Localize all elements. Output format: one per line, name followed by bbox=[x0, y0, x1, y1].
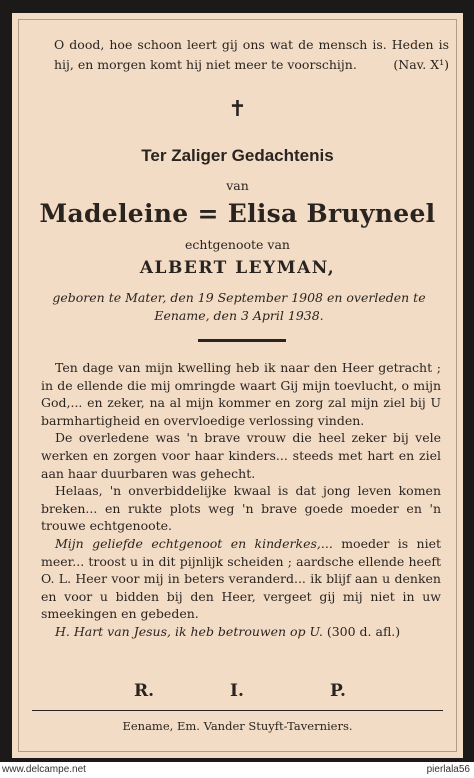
birth-death-dates: geboren te Mater, den 19 September 1908 en overleden te Eename, den 3 April 1938. bbox=[52, 290, 426, 323]
deceased-name: Madeleine = Elisa Bruyneel bbox=[39, 199, 436, 228]
opening-verse bbox=[54, 35, 449, 75]
verse-text: O dood, hoe schoon leert gij ons wat de mensch is. Heden is hij, en morgen komt hij niet meer te voorschijn. bbox=[54, 37, 449, 72]
printer-divider bbox=[32, 710, 443, 711]
paragraph-prayer: Ten dage van mijn kwelling heb ik naar den Heer getracht ; in de ellende die mij omringde waart Gij mijn toevlucht, o mijn God,... en zeker, na al mijn kommer en zorg zal mijn ziel bij U barmhartigheid en overvloedige verlossing vinden. bbox=[41, 360, 441, 428]
paragraph-virtues: De overledene was 'n brave vrouw die heel zeker bij vele werken en zorgen voor haar kinders... steeds met hart en ziel aan haar duurbaren was gehecht. bbox=[41, 430, 441, 481]
closing-invocation bbox=[41, 623, 441, 641]
rip-p: P. bbox=[330, 681, 346, 701]
printer-imprint: Eename, Em. Vander Stuyft-Taverniers. bbox=[122, 719, 353, 733]
rip-r: R. bbox=[134, 681, 155, 701]
indulgence-note: (300 d. afl.) bbox=[322, 623, 401, 639]
farewell-address: Mijn geliefde echtgenoot en kinderkes,... bbox=[55, 535, 333, 551]
paragraph-illness: Helaas, 'n onverbiddelijke kwaal is dat jong leven komen breken... en rukte plots weg 'n brave goede moeder en 'n trouwe echtgenoote. bbox=[41, 483, 441, 534]
rip-i: I. bbox=[230, 681, 244, 701]
card-paper bbox=[12, 13, 463, 758]
memorial-text bbox=[41, 359, 441, 641]
paragraph-farewell bbox=[41, 535, 441, 623]
memorial-heading: Ter Zaliger Gedachtenis bbox=[141, 146, 334, 165]
farewell-text: moeder is niet meer... troost u in dit pijnlijk scheiden ; aardsche ellende heeft O. L. Heer voor mij in beters veranderd... ik blijf aan u denken en voor u bidden bij den Heer, vergeet gij mij niet in uw smeekingen en gebeden. bbox=[41, 535, 442, 622]
watermark-left: www.delcampe.net bbox=[2, 764, 86, 775]
cross-icon: ✝ bbox=[228, 97, 247, 122]
spouse-label: echtgenoote van bbox=[185, 237, 290, 252]
watermark-right: pierlala56 bbox=[426, 764, 470, 775]
watermark-footer bbox=[0, 763, 474, 778]
invocation-text: H. Hart van Jesus, ik heb betrouwen op U. bbox=[55, 623, 323, 639]
divider bbox=[198, 339, 286, 342]
van-label: van bbox=[226, 178, 249, 193]
spouse-name: ALBERT LEYMAN, bbox=[139, 258, 336, 278]
verse-reference: (Nav. X¹) bbox=[393, 57, 449, 72]
